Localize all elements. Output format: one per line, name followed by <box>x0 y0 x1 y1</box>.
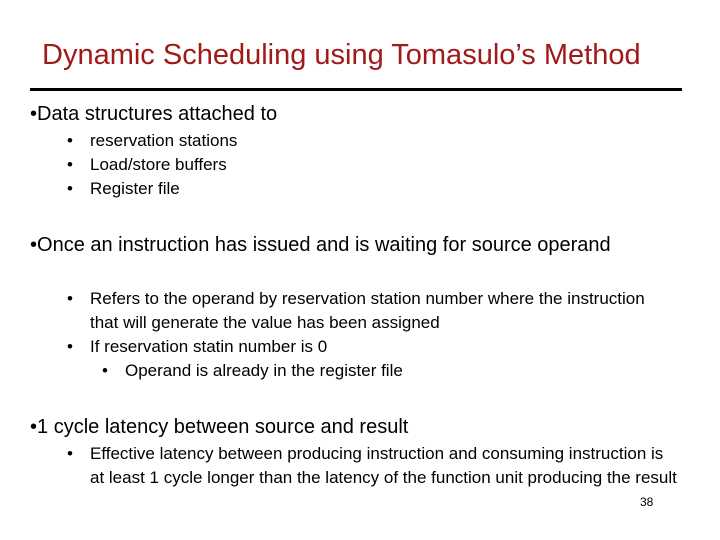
list-item-text: Effective latency between producing instruction and consuming instruction is at least 1 cycle longer than the latency of the function unit producing the result <box>90 444 677 487</box>
section-1-text: Data structures attached to <box>37 103 278 125</box>
bullet-glyph: • <box>67 131 73 150</box>
list-item-text: If reservation statin number is 0 <box>90 337 328 356</box>
title-divider <box>30 88 682 91</box>
list-item-text: Register file <box>90 179 180 198</box>
bullet-glyph: • <box>102 361 108 380</box>
sub-list-item-text: Operand is already in the register file <box>125 361 403 380</box>
slide-title: Dynamic Scheduling using Tomasulo’s Method <box>42 39 641 71</box>
list-item <box>67 442 679 490</box>
bullet-glyph: • <box>30 416 38 438</box>
list-item <box>67 129 687 153</box>
list-item <box>67 153 687 177</box>
section-2-bullet <box>30 231 650 259</box>
bullet-glyph: • <box>67 289 73 308</box>
list-item <box>67 287 677 335</box>
list-item-text: reservation stations <box>90 131 238 150</box>
bullet-glyph: • <box>67 179 73 198</box>
list-item <box>67 335 687 359</box>
page-number: 38 <box>640 495 654 509</box>
section-1-bullet <box>30 100 670 128</box>
section-3-text: 1 cycle latency between source and result <box>37 416 409 438</box>
bullet-glyph: • <box>67 444 73 463</box>
bullet-glyph: • <box>30 234 38 256</box>
section-2-text: Once an instruction has issued and is waiting for source operand <box>37 234 611 256</box>
section-3-bullet <box>30 413 670 441</box>
bullet-glyph: • <box>67 155 73 174</box>
list-item-text: Load/store buffers <box>90 155 227 174</box>
list-item <box>67 177 687 201</box>
bullet-glyph: • <box>67 337 73 356</box>
sub-list-item <box>102 359 682 383</box>
bullet-glyph: • <box>30 103 38 125</box>
list-item-text: Refers to the operand by reservation station number where the instruction that will generate the value has been assigned <box>90 289 645 332</box>
